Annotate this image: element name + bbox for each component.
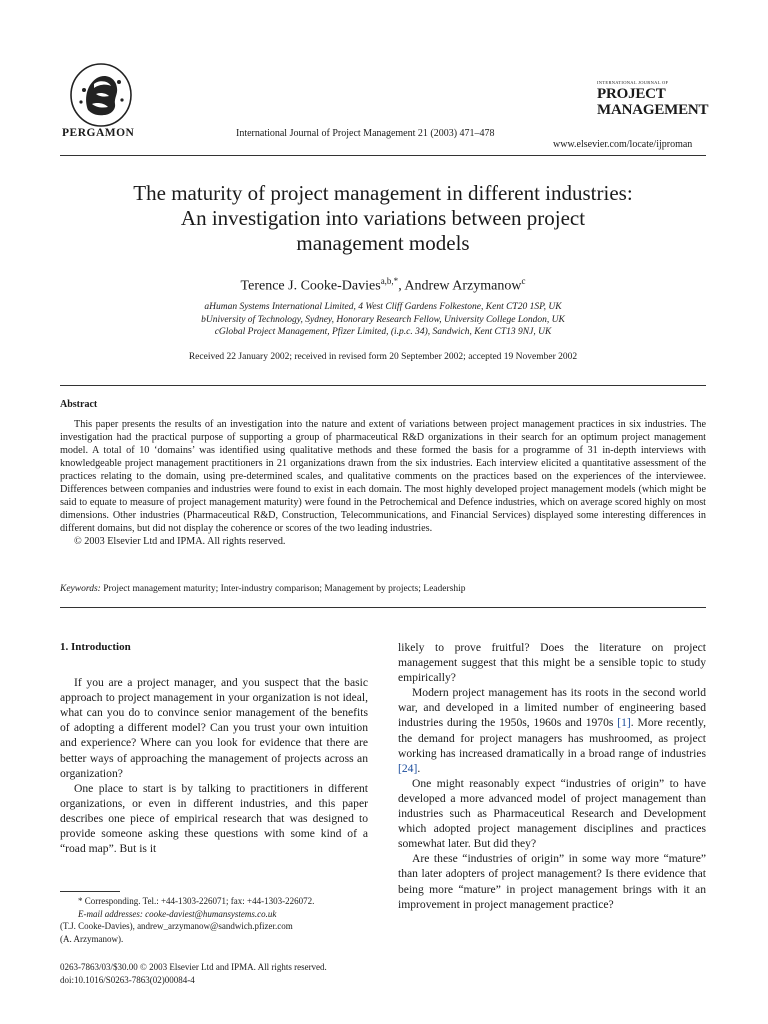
paragraph-text: Modern project management has its roots in the second world war, and developed in a limited number of engineering based industries during the 1950s, 1960s and 1970s (398, 686, 706, 730)
footnote-line[interactable]: (T.J. Cooke-Davies), andrew_arzymanow@sandwich.pfizer.com (60, 921, 293, 931)
author-list (60, 276, 706, 295)
author-name: Andrew Arzymanow (404, 278, 522, 294)
paragraph-text: . (417, 761, 421, 775)
citation-link[interactable]: [1] (617, 716, 631, 730)
body-paragraph: One might reasonably expect “industries of origin” to have developed a more advanced model of project management than industries such as Pharmaceutical Research and Development which adopted project management disciplines and practices somewhat later. But did they? (398, 776, 706, 851)
abstract-body (60, 418, 706, 548)
footnote-line: * Corresponding. Tel.: +44-1303-226071; fax: +44-1303-226072. (78, 896, 315, 906)
brand-subtitle: INTERNATIONAL JOURNAL OF (597, 80, 669, 85)
title-line-1: The maturity of project management in different industries: (133, 181, 633, 205)
keywords-list: Project management maturity; Inter-industry comparison; Management by projects; Leadership (103, 584, 466, 594)
brand-title-line1: PROJECT (597, 86, 666, 102)
left-column (60, 640, 368, 856)
title-line-3: management models (296, 231, 470, 255)
publication-info (60, 961, 390, 986)
affiliations (60, 301, 706, 339)
footnote-email-line[interactable]: E-mail addresses: cooke-daviest@humansystems.co.uk (78, 908, 277, 919)
right-column (398, 640, 706, 912)
citation-link[interactable]: [24] (398, 761, 418, 775)
elsevier-tree-logo-icon (64, 60, 138, 130)
body-paragraph: If you are a project manager, and you suspect that the basic approach to project management in your organization is not ideal, what can you do to convince senior management of the benefits of adopting a different model? Can you trust your own intuition and experience? Where can you look for evidence that there are better ways of approaching the management of projects across an organization? (60, 676, 368, 780)
journal-brand (597, 80, 717, 118)
doi-link[interactable]: doi:10.1016/S0263-7863(02)00084-4 (60, 974, 195, 985)
abstract-copyright: © 2003 Elsevier Ltd and IPMA. All rights reserved. (74, 536, 286, 547)
abstract-heading: Abstract (60, 399, 98, 410)
journal-reference: International Journal of Project Management 21 (2003) 471–478 (236, 128, 495, 139)
keywords (60, 584, 706, 594)
title-divider (60, 385, 706, 386)
journal-url-link[interactable]: www.elsevier.com/locate/ijproman (553, 139, 693, 150)
body-paragraph: One place to start is by talking to practitioners in different organizations, or even in different industries, and this paper describes one piece of empirical research that was designed to provide someone asking these questions with some kind of a “road map”. But is it (60, 781, 368, 856)
publisher-logo (64, 60, 138, 130)
keywords-label: Keywords: (60, 584, 101, 594)
affiliation-a: aHuman Systems International Limited, 4 West Cliff Gardens Folkestone, Kent CT20 1SP, UK (204, 302, 562, 312)
corresponding-author-footnote (60, 895, 368, 945)
section-heading: 1. Introduction (60, 641, 131, 653)
publisher-name: PERGAMON (62, 127, 135, 139)
issn-line: 0263-7863/03/$30.00 © 2003 Elsevier Ltd and IPMA. All rights reserved. (60, 962, 327, 972)
brand-title-line2: MANAGEMENT (597, 102, 709, 118)
paragraph-text: . More recently, the demand for project managers has mushroomed, as project working has increased dramatically in a broad range of industries (398, 716, 707, 760)
affiliation-b: bUniversity of Technology, Sydney, Honorary Research Fellow, University College London, UK (201, 314, 565, 325)
affiliation-c: cGlobal Project Management, Pfizer Limited, (i.p.c. 34), Sandwich, Kent CT13 9NJ, UK (214, 327, 552, 337)
author-affiliation-marks: c (521, 276, 526, 286)
received-dates: Received 22 January 2002; received in revised form 20 September 2002; accepted 19 November 2002 (188, 352, 578, 362)
abstract-text: This paper presents the results of an investigation into the nature and extent of variations between project management practices in six industries. The investigation had the practical purpose of supporting a group of pharmaceutical R&D organizations in their search for an optimum project management model. A total of 10 ‘domains’ was identified using qualitative methods and these formed the basis for a programme of 31 in-depth interviews with knowledgeable project management practitioners in 21 organizations drawn from the six industries. Each interview elicited a quantitative assessment of the practices relating to the domain, using pre-determined scales, and qualitative comments on the practices based on the experiences of the interviewee. Differences between companies and industries were found to exist in each domain. The most highly developed project management models (which might be said to equate to measure of project management maturity) were found in the Petrochemical and Defence industries, which on average scored highly on most dimensions. Other industries (Pharmaceutical R&D, Construction, Telecommunications, and Financial Services) displayed some interesting differences in different domains, but did not display the coherence or scores of the two leading industries. (60, 419, 706, 534)
body-paragraph: likely to prove fruitful? Does the literature on project management suggest that this might be a sensible topic to study empirically? (398, 641, 706, 685)
title-line-2: An investigation into variations between project (180, 206, 586, 230)
author-name: Terence J. Cooke-Davies (240, 278, 381, 294)
header-divider (60, 155, 706, 156)
footnote-line: (A. Arzymanow). (60, 933, 124, 944)
body-paragraph: Are these “industries of origin” in some way more “mature” than later adopters of project management? Is there evidence that being more “mature” in project management brings with it an improvement in project management practice? (398, 852, 706, 911)
author-affiliation-marks[interactable]: a,b,* (380, 276, 399, 286)
author-separator: , (398, 278, 405, 294)
footnote-divider (60, 891, 120, 892)
body-paragraph (398, 685, 706, 776)
abstract-divider (60, 607, 706, 608)
article-title (60, 181, 706, 256)
